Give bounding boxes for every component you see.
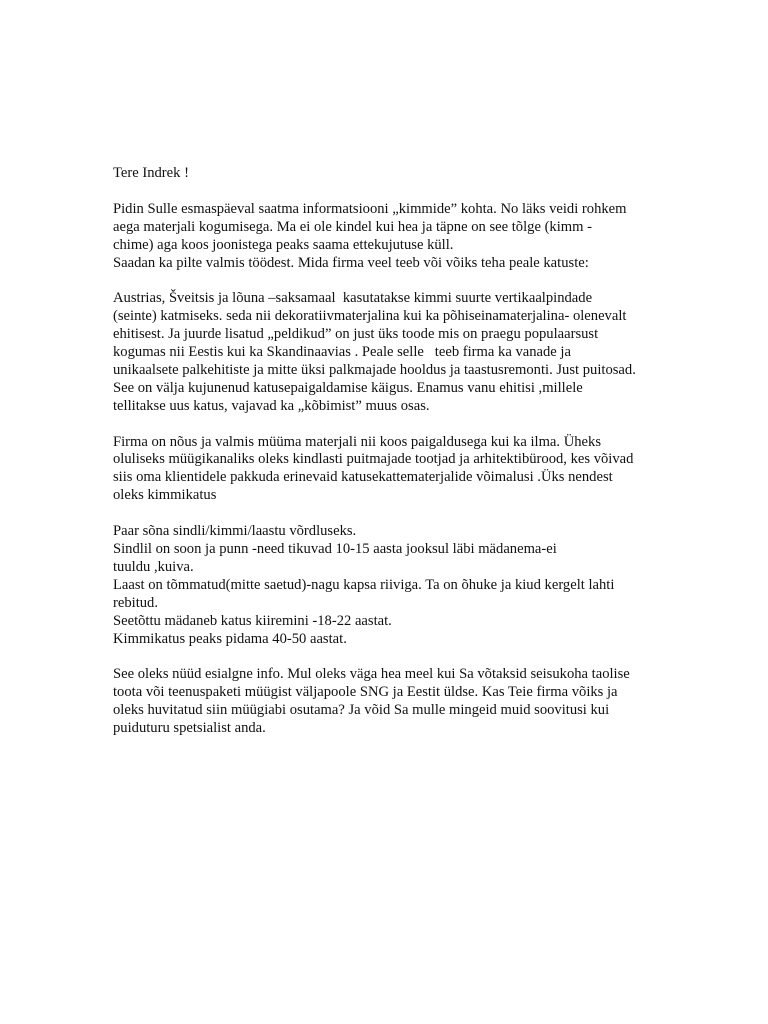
text-line: Firma on nõus ja valmis müüma materjali nii koos paigaldusega kui ka ilma. Üheks	[113, 433, 601, 450]
paragraph-sales	[113, 434, 673, 506]
text-line: unikaalsete palkehitiste ja mitte üksi palkmajade hooldus ja taastusremonti. Just puitosad.	[113, 361, 636, 378]
text-line: See on välja kujunenud katusepaigaldamise käigus. Enamus vanu ehitisi ,millele	[113, 379, 583, 396]
text-line: oleks huvitatud siin müügiabi osutama? Ja võid Sa mulle mingeid muid soovitusi kui	[113, 702, 610, 719]
text-line: tuuldu ,kuiva.	[113, 558, 194, 575]
text-line: rebitud.	[113, 594, 158, 611]
text-line: chime) aga koos joonistega peaks saama ettekujutuse küll.	[113, 236, 454, 253]
greeting-line: Tere Indrek !	[113, 165, 189, 181]
text-line: Sindlil on soon ja punn -need tikuvad 10-15 aasta jooksul läbi mädanema-ei	[113, 540, 557, 557]
text-line: Pidin Sulle esmaspäeval saatma informatsiooni „kimmide” kohta. No läks veidi rohkem	[113, 200, 627, 217]
text-line: See oleks nüüd esialgne info. Mul oleks väga hea meel kui Sa võtaksid seisukoha taolise	[113, 666, 630, 683]
text-line: Paar sõna sindli/kimmi/laastu võrdluseks.	[113, 523, 357, 540]
paragraph-usage	[113, 290, 673, 415]
text-line: kogumas nii Eestis kui ka Skandinaavias . Peale selle teeb firma ka vanade ja	[113, 344, 571, 361]
text-line: (seinte) katmiseks. seda nii dekoratiivmaterjalina kui ka põhiseinamaterjalina- olenevalt	[113, 308, 627, 325]
letter-body	[113, 165, 673, 756]
text-line: Seetõttu mädaneb katus kiiremini -18-22 aastat.	[113, 612, 392, 629]
text-line: oleks kimmikatus	[113, 487, 217, 504]
text-line: tellitakse uus katus, vajavad ka „kõbimist” muus osas.	[113, 397, 430, 414]
paragraph-intro	[113, 201, 673, 273]
text-line: siis oma klientidele pakkuda erinevaid katusekattematerjalide võimalusi .Üks nendest	[113, 469, 613, 486]
text-line: Austrias, Šveitsis ja lõuna –saksamaal kasutatakse kimmi suurte vertikaalpindade	[113, 290, 593, 307]
text-line: Kimmikatus peaks pidama 40-50 aastat.	[113, 630, 347, 647]
text-line: oluliseks müügikanaliks oleks kindlasti puitmajade tootjad ja arhitektibürood, kes võivad	[113, 451, 634, 468]
paragraph-comparison	[113, 523, 673, 648]
greeting	[113, 165, 673, 183]
text-line: puiduturu spetsialist anda.	[113, 720, 266, 737]
text-line: aega materjali kogumisega. Ma ei ole kindel kui hea ja täpne on see tõlge (kimm -	[113, 218, 592, 235]
paragraph-closing	[113, 666, 673, 738]
text-line: toota või teenuspaketi müügist väljapoole SNG ja Eestit üldse. Kas Teie firma võiks ja	[113, 684, 618, 701]
text-line: Saadan ka pilte valmis töödest. Mida firma veel teeb või võiks teha peale katuste:	[113, 254, 589, 271]
text-line: ehitisest. Ja juurde lisatud „peldikud” on just üks toode mis on praegu populaarsust	[113, 326, 599, 343]
text-line: Laast on tõmmatud(mitte saetud)-nagu kapsa riiviga. Ta on õhuke ja kiud kergelt lahti	[113, 576, 615, 593]
